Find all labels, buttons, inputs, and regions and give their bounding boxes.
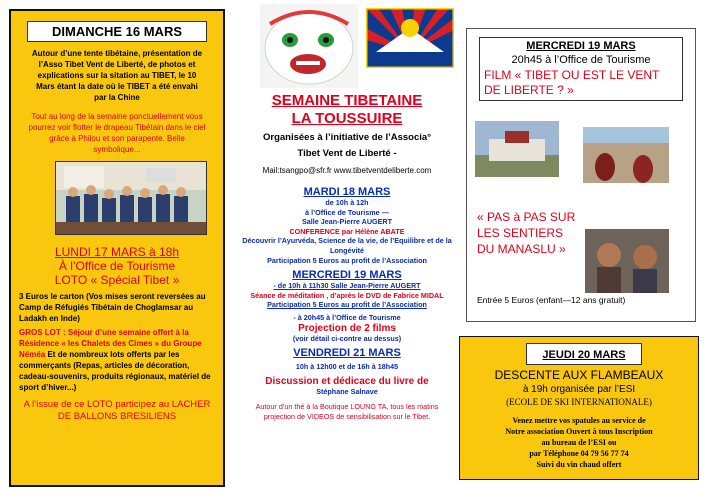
mardi-participation: Participation 5 Euros au profit de l’Association — [267, 255, 427, 265]
snow-lion-mask — [260, 4, 358, 88]
potala-photo — [475, 121, 559, 177]
jeudi-panel — [459, 336, 699, 480]
mercredi-line-3: - à 20h45 à l’Office de Tourisme — [293, 312, 401, 322]
projection: Projection de 2 films — [298, 322, 396, 334]
flag-text: Tout au long de la semaine ponctuellement vous pourrez voir flotter le drapeau Tibétain dans le ciel grâce à Philou et son parapente. Belle symbolique... — [28, 112, 206, 154]
entree: Entrée 5 Euros (enfant—12 ans gratuit) — [477, 295, 626, 305]
mercredi-meditation: Séance de méditation , d’après le DVD de Fabrice MIDAL — [250, 290, 444, 300]
film-title-2: « PAS à PAS SUR LES SENTIERS DU MANASLU » — [477, 210, 576, 256]
vendredi-title: VENDREDI 21 MARS — [293, 347, 401, 360]
jeudi-details — [468, 415, 690, 470]
group-photo — [55, 161, 207, 235]
dimanche-title: DIMANCHE 16 MARS — [27, 21, 207, 42]
mardi-title: MARDI 18 MARS — [303, 186, 391, 198]
main-title: SEMAINE TIBETAINE — [271, 92, 423, 109]
carton-text: 3 Euros le carton (Vos mises seront reversées au Camp de Réfugiés Tibétain de Choglamsar au Ladakh en Inde) — [19, 292, 206, 323]
film-day: MERCREDI 19 MARS — [526, 40, 636, 52]
author: Stéphane Salnave — [316, 386, 378, 396]
jeudi-line-3: au bureau de l’ESI ou — [541, 438, 617, 447]
mardi-line-1: de 10h à 12h — [325, 198, 369, 207]
mercredi-title: MERCREDI 19 MARS — [292, 269, 402, 282]
lundi-place: À l’Office de Tourisme — [58, 259, 176, 273]
jeudi-line-5: Suivi du vin chaud offert — [536, 460, 622, 469]
lundi-loto: LOTO « Spécial Tibet » — [54, 273, 180, 287]
jeudi-line-1: Venez mettre vos spatules au service de — [512, 416, 646, 425]
tibetan-flag — [366, 8, 454, 68]
jeudi-title: JEUDI 20 MARS — [526, 343, 642, 365]
jeudi-line-2: Notre association Ouvert à tous Inscription — [505, 427, 653, 436]
jeudi-line-4: par Téléphone 04 79 56 77 74 — [529, 449, 629, 458]
mardi-line-2: à l’Office de Tourisme — — [305, 207, 389, 217]
monks-photo — [583, 127, 669, 183]
vendredi-hours: 10h à 12h00 et de 16h à 18h45 — [295, 362, 399, 372]
voir-detail: (voir détail ci-contre au dessus) — [292, 333, 402, 343]
program-block — [236, 186, 458, 422]
lundi-title: LUNDI 17 MARS à 18h — [54, 245, 180, 259]
contact-line: Mail:tsangpo@sfr.fr www.tibetventdeliberte.com — [262, 166, 432, 175]
descente: DESCENTE AUX FLAMBEAUX — [494, 368, 664, 382]
organizer-line2: Tibet Vent de Liberté - — [297, 148, 397, 159]
children-photo — [585, 229, 669, 293]
mercredi-line-1: - de 10h à 11h30 Salle Jean-Pierre AUGERT — [273, 281, 421, 291]
mercredi-participation: Participation 5 Euros au profit de l’Association — [267, 300, 427, 310]
main-subtitle: LA TOUSSUIRE — [291, 110, 403, 127]
ecole: (ECOLE DE SKI INTERNATIONALE) — [506, 397, 652, 407]
esi-org: à 19h organisée par l’ESI — [522, 384, 636, 395]
dimanche-intro: Autour d’une tente tibétaine, présentation de l’Asso Tibet Vent de Liberté, de photos et explications sur la sitation au TIBET, le 10 Mars étant la date où le TIBET a été envahi par la Chine — [31, 49, 203, 102]
film-panel — [466, 28, 696, 322]
mardi-line-3: Salle Jean-Pierre AUGERT — [301, 217, 392, 227]
left-panel — [9, 9, 225, 487]
organizer-line1: Organisées à l’initiative de l’Associa° — [262, 132, 431, 143]
mardi-conference: CONFERENCE par Hélène ABATE — [289, 226, 405, 236]
loto-issue: A l’issue de ce LOTO participez au LACHER DE BALLONS BRESILIENS — [23, 399, 211, 422]
mardi-topic: Découvrir l’Ayurvéda, Science de la vie, de l’Equilibre et de la Longévité — [242, 236, 452, 255]
film-time: 20h45 à l’Office de Tourisme — [511, 54, 651, 66]
center-column — [236, 0, 458, 500]
discussion: Discussion et dédicace du livre de — [265, 375, 429, 387]
boutique-note: Autour d’un thé à la Boutique LOUNG TA, tous les matins projection de VIDEOS de sensibilisation sur le Tibet. — [255, 402, 439, 421]
gros-lot: GROS LOT : Séjour d’une semaine offert à la Résidence « les Chalets des Cimes » du Groupe Néméa Et de nombreux lots offerts par les commerçants (Repas, articles de décoration, cadeau-souvenirs, produits régionaux, matériel de sport d’hiver...) — [19, 328, 211, 392]
film-title-1: FILM « TIBET OU EST LE VENT DE LIBERTE ? » — [484, 68, 660, 97]
